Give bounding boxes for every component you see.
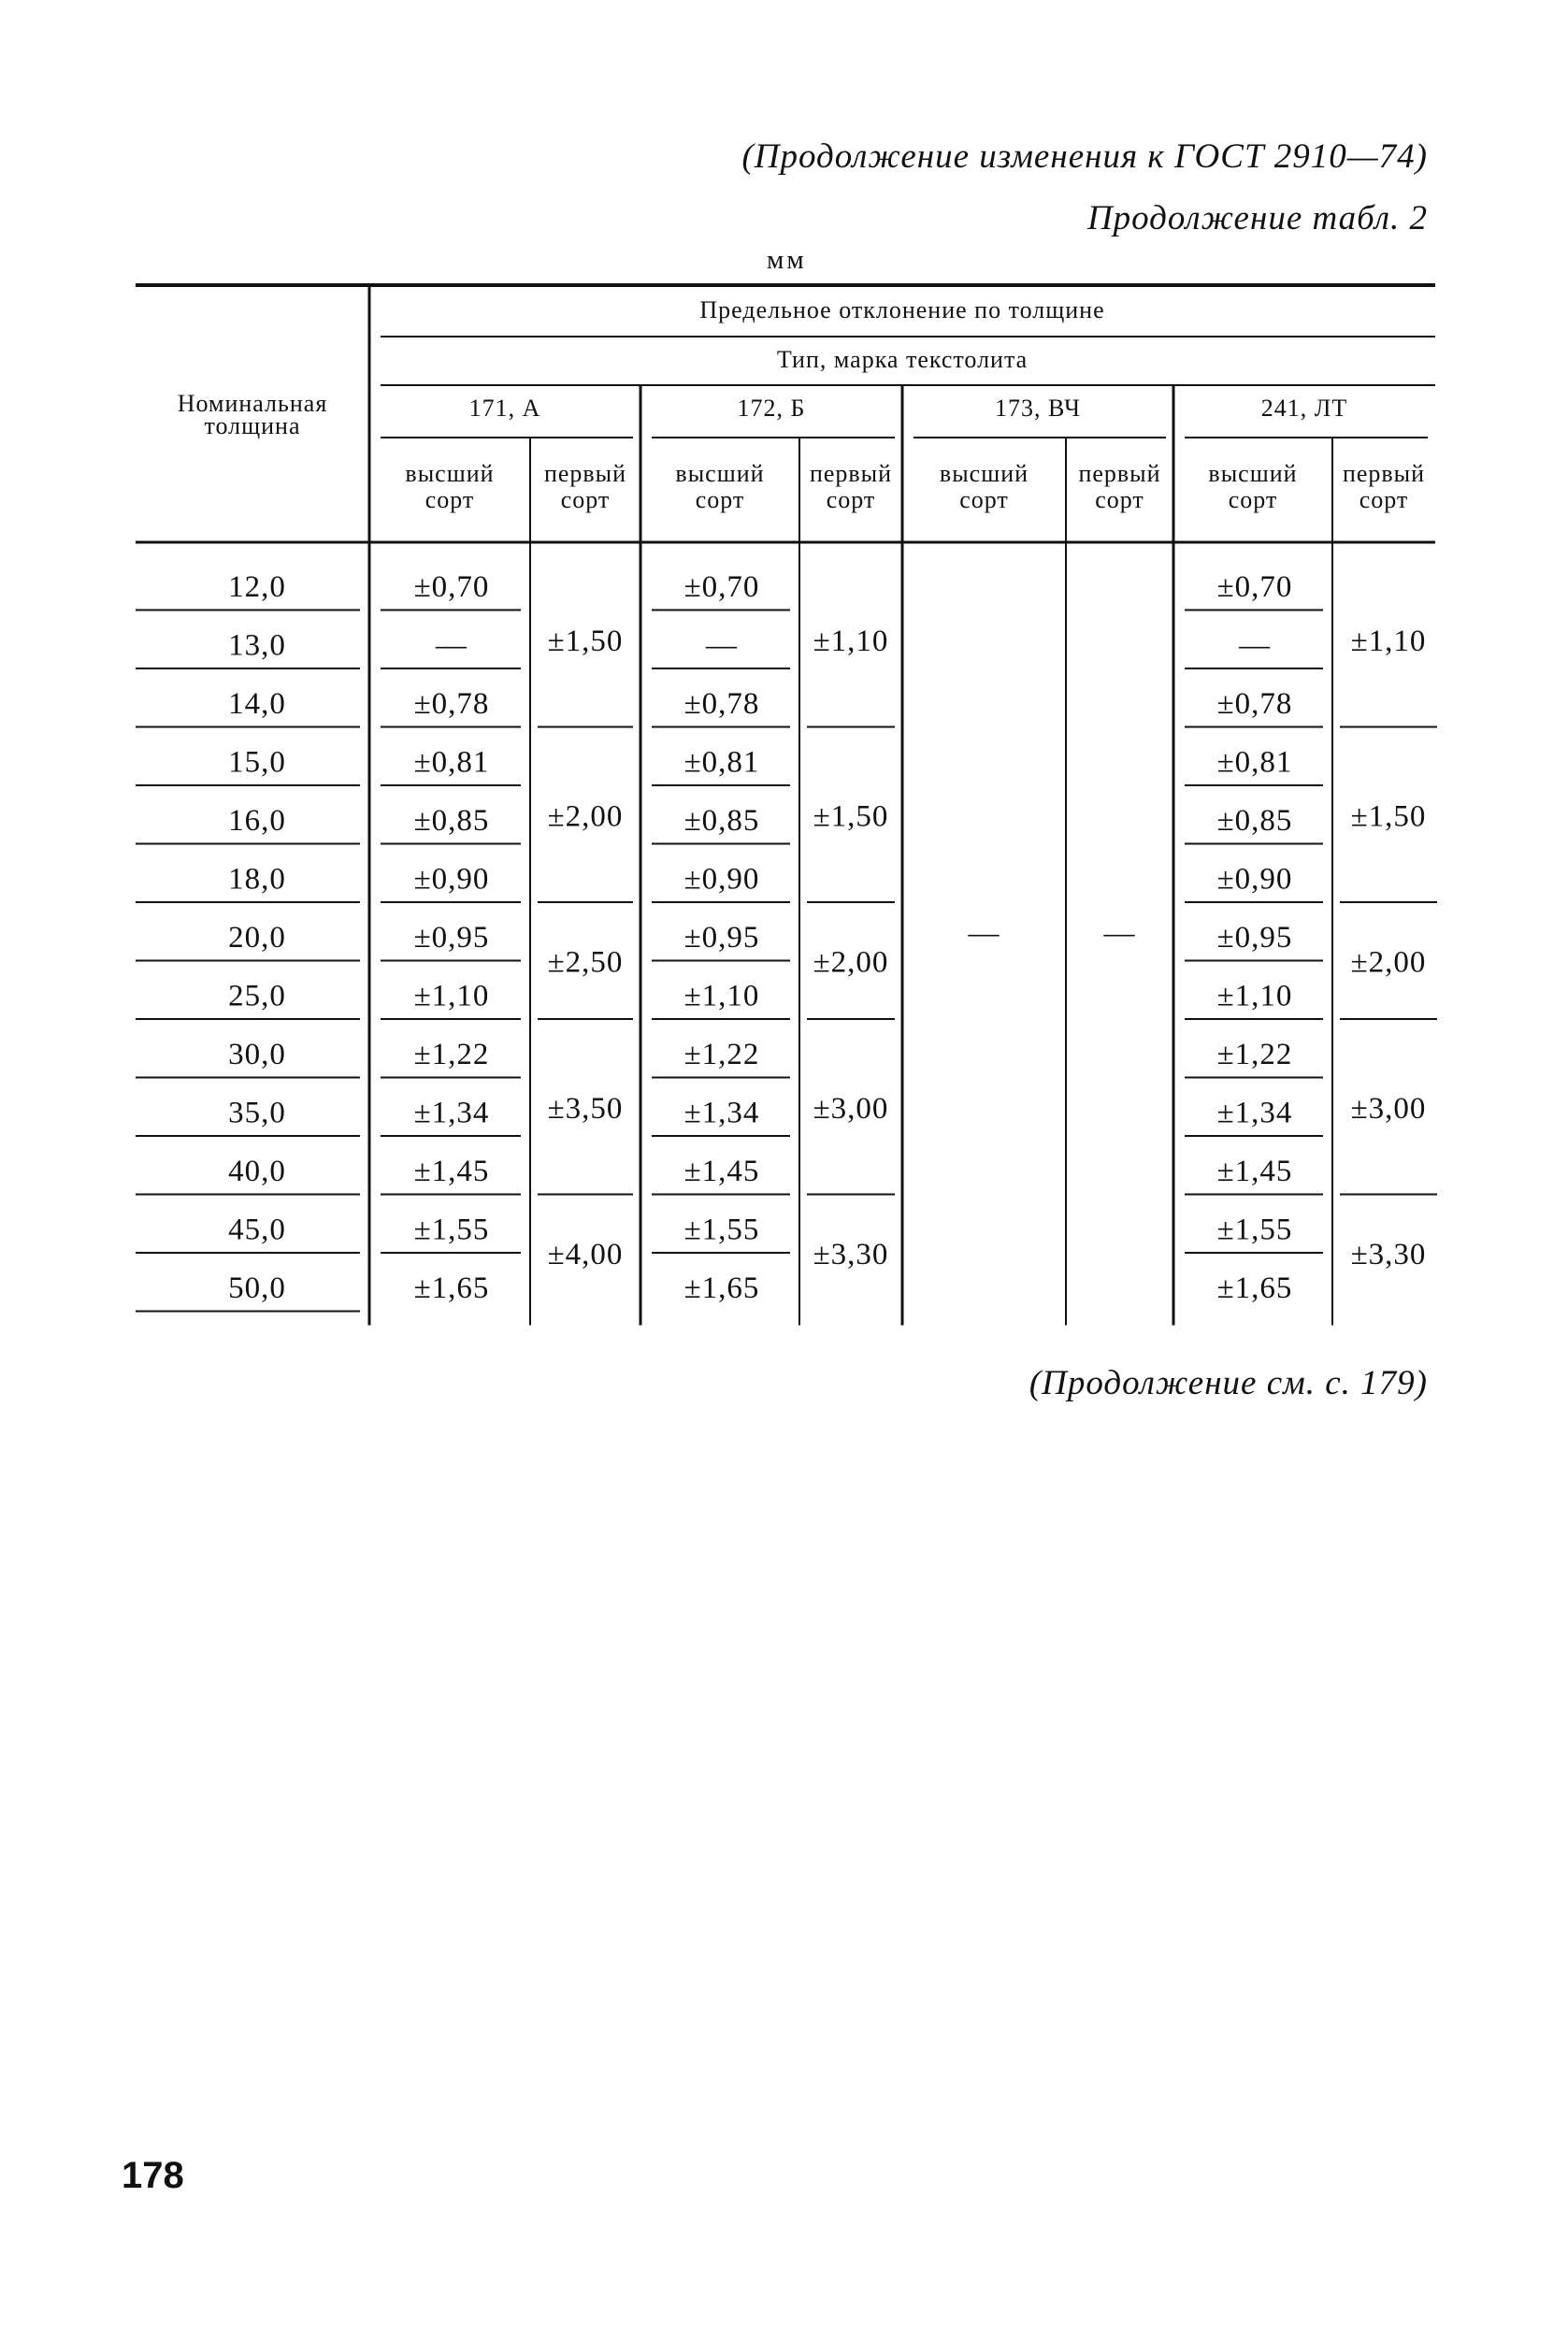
top-grade-value: —: [706, 628, 738, 663]
thickness-value: 15,0: [228, 745, 286, 780]
first-grade-value: ±1,50: [813, 799, 889, 834]
thickness-value: 16,0: [228, 804, 286, 838]
top-grade-value: ±1,34: [683, 1096, 760, 1130]
first-grade-value: ±2,50: [547, 945, 624, 980]
first-grade-value: ±2,00: [547, 799, 624, 834]
top-grade-value: ±0,78: [413, 687, 490, 721]
top-grade-value: ±1,22: [683, 1038, 760, 1071]
top-grade-value: ±1,45: [683, 1155, 760, 1188]
page-number: 178: [122, 2155, 184, 2196]
top-grade-value: ±1,10: [683, 979, 760, 1013]
top-grade-value: —: [436, 628, 468, 663]
top-grade-value: ±0,81: [683, 745, 760, 780]
group-name: 241, ЛТ: [1260, 395, 1348, 422]
top-grade-value: —: [1239, 628, 1271, 663]
thickness-value: 14,0: [228, 687, 286, 721]
header-continuation: (Продолжение изменения к ГОСТ 2910—74): [741, 137, 1428, 176]
first-grade-label: сорт: [826, 486, 876, 513]
top-grade-value: ±1,34: [413, 1096, 490, 1130]
first-grade-value: ±1,10: [813, 624, 889, 658]
first-grade-value: ±3,30: [813, 1238, 889, 1271]
top-grade-value: ±1,45: [413, 1155, 490, 1188]
first-grade-value: ±1,50: [1350, 799, 1427, 834]
table-title: Предельное отклонение по толщине: [699, 296, 1105, 323]
first-grade-value: ±3,00: [1350, 1091, 1427, 1126]
thickness-value: 18,0: [228, 862, 286, 897]
top-grade-value: ±0,85: [1216, 804, 1293, 838]
top-grade-value: ±1,10: [1216, 979, 1293, 1013]
top-grade-value: ±0,78: [683, 687, 760, 721]
top-grade-value: ±0,95: [413, 921, 490, 955]
group-name: 172, Б: [737, 395, 806, 422]
first-grade-value: ±1,50: [547, 624, 624, 658]
top-grade-label: высший: [1208, 460, 1298, 487]
top-grade-value: ±1,22: [413, 1038, 490, 1071]
top-grade-value: ±0,95: [1216, 921, 1293, 955]
thickness-value: 50,0: [228, 1271, 286, 1305]
thickness-value: 12,0: [228, 570, 286, 604]
first-grade-value: ±1,10: [1350, 624, 1427, 658]
top-grade-value: ±0,90: [1216, 862, 1293, 897]
thickness-value: 13,0: [228, 628, 286, 663]
thickness-value: 25,0: [228, 979, 286, 1013]
thickness-value: 40,0: [228, 1155, 286, 1188]
top-grade-value: ±1,10: [413, 979, 490, 1013]
first-grade-value: ±2,00: [813, 945, 889, 980]
top-grade-value: ±1,22: [1216, 1038, 1293, 1071]
top-grade-value: ±0,95: [683, 921, 760, 955]
first-grade-label: первый: [809, 460, 893, 487]
vch-top-grade-dash: —: [968, 916, 1000, 951]
top-grade-value: ±1,55: [413, 1213, 490, 1247]
vch-first-grade-dash: —: [1103, 916, 1136, 951]
first-grade-value: ±3,30: [1350, 1238, 1427, 1271]
top-grade-value: ±1,55: [683, 1213, 760, 1247]
top-grade-value: ±1,34: [1216, 1096, 1293, 1130]
first-grade-label: сорт: [1359, 486, 1409, 513]
top-grade-value: ±0,90: [683, 862, 760, 897]
top-grade-value: ±0,85: [683, 804, 760, 838]
row-header-line1: Номинальная: [177, 390, 328, 417]
first-grade-value: ±3,00: [813, 1091, 889, 1126]
top-grade-value: ±0,81: [413, 745, 490, 780]
top-grade-value: ±1,45: [1216, 1155, 1293, 1188]
first-grade-label: сорт: [560, 486, 611, 513]
group-name: 171, А: [468, 395, 541, 422]
first-grade-label: первый: [1342, 460, 1426, 487]
top-grade-label: сорт: [424, 486, 475, 513]
group-name: 173, ВЧ: [995, 395, 1081, 422]
top-grade-value: ±0,81: [1216, 745, 1293, 780]
top-grade-value: ±0,70: [683, 570, 760, 604]
first-grade-label: первый: [1078, 460, 1161, 487]
top-grade-value: ±1,65: [683, 1271, 760, 1305]
table-continuation-label: Продолжение табл. 2: [1086, 199, 1428, 237]
top-grade-label: сорт: [959, 486, 1009, 513]
first-grade-label: сорт: [1095, 486, 1144, 513]
units-label: мм: [767, 245, 807, 275]
top-grade-value: ±1,55: [1216, 1213, 1293, 1247]
thickness-value: 45,0: [228, 1213, 286, 1247]
top-grade-value: ±1,65: [1216, 1271, 1293, 1305]
first-grade-label: первый: [543, 460, 627, 487]
row-header-line2: толщина: [204, 412, 301, 439]
top-grade-label: высший: [675, 460, 765, 487]
top-grade-label: высший: [939, 460, 1029, 487]
top-grade-value: ±0,90: [413, 862, 490, 897]
thickness-value: 30,0: [228, 1038, 286, 1071]
thickness-value: 20,0: [228, 921, 286, 955]
first-grade-value: ±4,00: [547, 1238, 624, 1271]
table-subtitle: Тип, марка текстолита: [776, 346, 1029, 373]
top-grade-value: ±1,65: [413, 1271, 490, 1305]
first-grade-value: ±2,00: [1350, 945, 1427, 980]
top-grade-label: сорт: [1228, 486, 1278, 513]
top-grade-value: ±0,78: [1216, 687, 1293, 721]
first-grade-value: ±3,50: [547, 1091, 624, 1126]
top-grade-value: ±0,70: [1216, 570, 1293, 604]
top-grade-label: сорт: [695, 486, 745, 513]
top-grade-label: высший: [405, 460, 495, 487]
top-grade-value: ±0,85: [413, 804, 490, 838]
thickness-value: 35,0: [228, 1096, 286, 1130]
top-grade-value: ±0,70: [413, 570, 490, 604]
footer-continuation: (Продолжение см. с. 179): [1029, 1364, 1428, 1402]
